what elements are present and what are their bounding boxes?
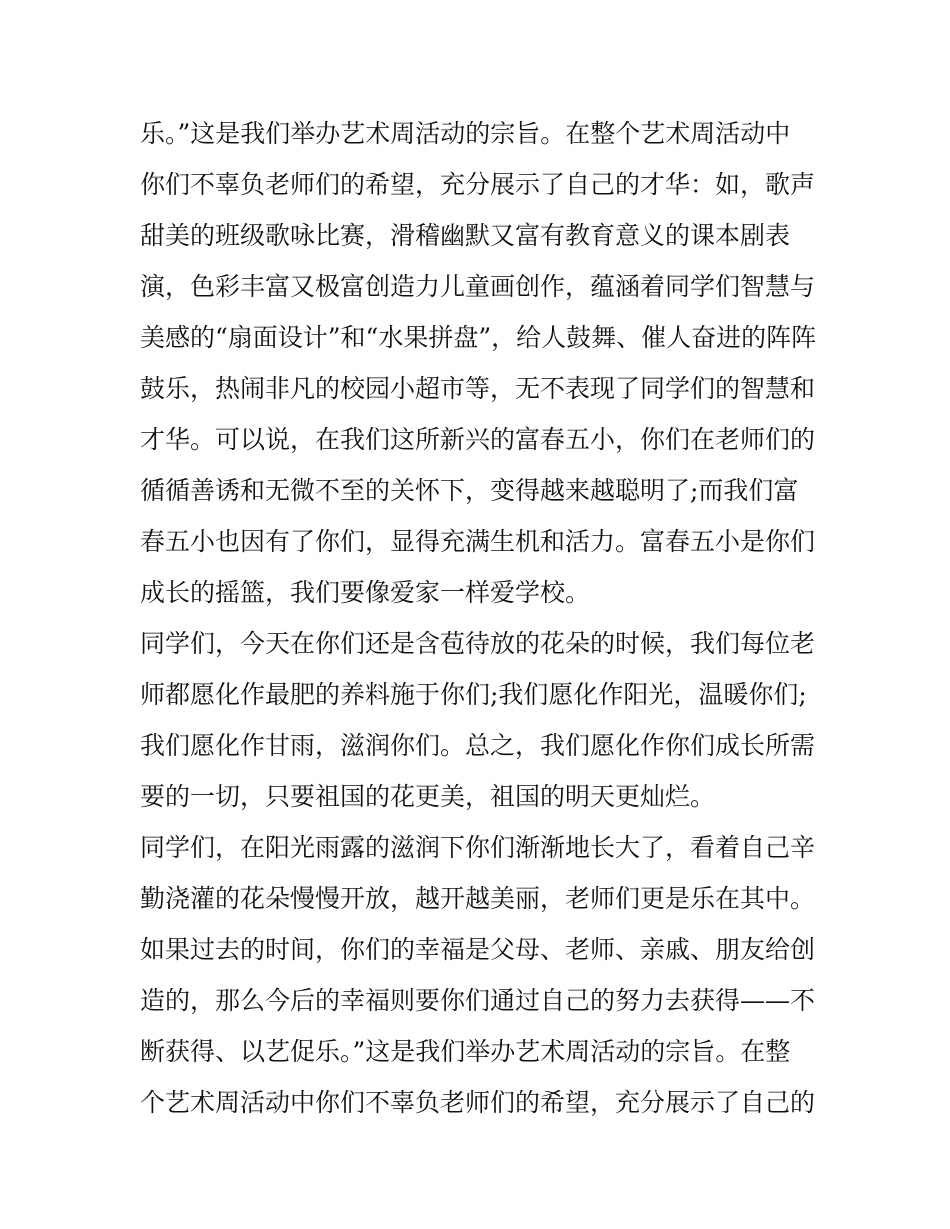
text-line: 个艺术周活动中你们不辜负老师们的希望，充分展示了自己的 bbox=[140, 1088, 816, 1117]
text-line: 师都愿化作最肥的养料施于你们;我们愿化作阳光，温暖你们; bbox=[140, 680, 807, 709]
text-line: 春五小也因有了你们，显得充满生机和活力。富春五小是你们 bbox=[140, 527, 816, 556]
text-line: 鼓乐，热闹非凡的校园小超市等，无不表现了同学们的智慧和 bbox=[140, 374, 816, 403]
text-line: 勤浇灌的花朵慢慢开放，越开越美丽，老师们更是乐在其中。 bbox=[140, 884, 816, 913]
text-line: 你们不辜负老师们的希望，充分展示了自己的才华：如，歌声 bbox=[140, 170, 816, 199]
body-text bbox=[140, 108, 820, 1128]
text-line: 才华。可以说，在我们这所新兴的富春五小，你们在老师们的 bbox=[140, 425, 816, 454]
text-line: 成长的摇篮，我们要像爱家一样爱学校。 bbox=[140, 578, 591, 607]
text-line: 美感的“扇面设计”和“水果拼盘”，给人鼓舞、催人奋进的阵阵 bbox=[140, 323, 817, 352]
text-line: 演，色彩丰富又极富创造力儿童画创作，蕴涵着同学们智慧与 bbox=[140, 272, 816, 301]
text-line: 造的，那么今后的幸福则要你们通过自己的努力去获得——不 bbox=[140, 986, 816, 1015]
text-line: 乐。”这是我们举办艺术周活动的宗旨。在整个艺术周活动中 bbox=[140, 119, 791, 148]
paragraph-start-line: 同学们，在阳光雨露的滋润下你们渐渐地长大了，看着自己辛 bbox=[140, 833, 816, 862]
text-line: 要的一切，只要祖国的花更美，祖国的明天更灿烂。 bbox=[140, 782, 716, 811]
text-line: 甜美的班级歌咏比赛，滑稽幽默又富有教育意义的课本剧表 bbox=[140, 221, 791, 250]
text-line: 如果过去的时间，你们的幸福是父母、老师、亲戚、朋友给创 bbox=[140, 935, 816, 964]
text-line: 循循善诱和无微不至的关怀下，变得越来越聪明了;而我们富 bbox=[140, 476, 799, 505]
paragraph-start-line: 同学们，今天在你们还是含苞待放的花朵的时候，我们每位老 bbox=[140, 629, 816, 658]
text-line: 断获得、以艺促乐。”这是我们举办艺术周活动的宗旨。在整 bbox=[140, 1037, 791, 1066]
text-line: 我们愿化作甘雨，滋润你们。总之，我们愿化作你们成长所需 bbox=[140, 731, 816, 760]
